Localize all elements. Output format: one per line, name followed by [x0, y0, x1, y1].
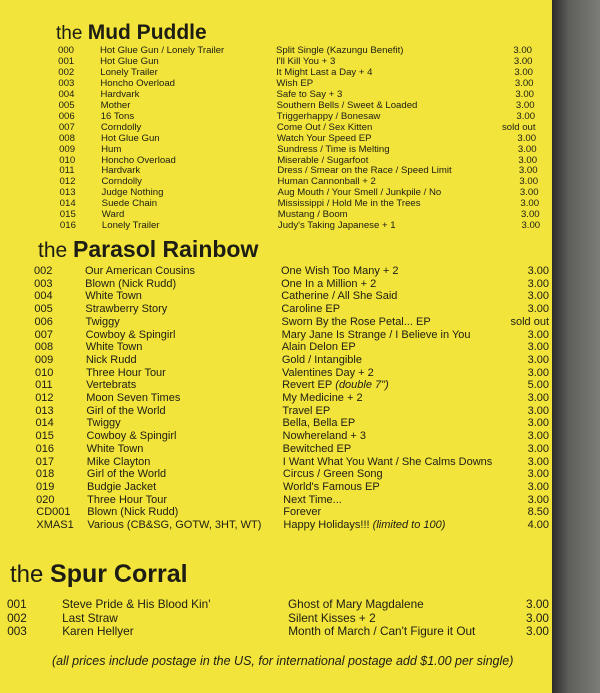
release-price: 3.00: [527, 353, 549, 366]
catalog-number: 020: [36, 493, 55, 506]
release-price: 3.00: [518, 165, 538, 177]
release-title: I Want What You Want / She Calms Downs: [282, 455, 493, 468]
release-price: 8.50: [527, 506, 549, 519]
catalog-number: 005: [34, 303, 53, 316]
release-title: Valentines Day + 2: [281, 366, 374, 379]
catalog-number: 013: [35, 404, 54, 417]
catalog-number: 000: [58, 45, 75, 56]
artist-name: Girl of the World: [86, 404, 166, 417]
artist-name: Karen Hellyer: [62, 624, 134, 638]
postage-note: (all prices include postage in the US, for international postage add $1.00 per single): [52, 654, 514, 668]
catalog-number: 013: [59, 187, 76, 199]
release-title: Mustang / Boom: [277, 209, 348, 221]
release-price: 3.00: [519, 187, 539, 199]
artist-name: Three Hour Tour: [87, 493, 168, 506]
release-title: Come Out / Sex Kitten: [276, 121, 373, 133]
catalog-number: 015: [59, 209, 76, 221]
release-price: 3.00: [527, 455, 549, 468]
catalog-number: 007: [58, 121, 75, 133]
release-title: My Medicine + 2: [282, 392, 363, 404]
release-title: I'll Kill You + 3: [276, 55, 336, 67]
release-price: 3.00: [527, 430, 549, 443]
artist-name: Blown (Nick Rudd): [85, 277, 177, 290]
release-price: sold out: [510, 315, 549, 328]
artist-name: Cowboy & Spingirl: [85, 328, 176, 341]
artist-name: Steve Pride & His Blood Kin': [62, 597, 211, 611]
artist-name: Last Straw: [62, 610, 118, 625]
release-title: Dress / Smear on the Race / Speed Limit: [277, 165, 452, 177]
release-price: 3.00: [514, 66, 534, 78]
artist-name: White Town: [85, 290, 142, 303]
catalog-number: 008: [58, 132, 75, 144]
label-name: Parasol Rainbow: [73, 236, 259, 262]
release-price: 3.00: [527, 392, 549, 404]
release-price: 3.00: [527, 366, 549, 379]
release-price: 3.00: [520, 198, 540, 210]
catalog-number: 002: [58, 66, 75, 78]
release-price: 3.00: [527, 290, 549, 303]
artist-name: Mother: [100, 99, 131, 111]
release-price: 3.00: [527, 493, 549, 506]
release-title: Southern Bells / Sweet & Loaded: [276, 99, 418, 111]
catalog-number: 010: [34, 366, 54, 379]
release-price: 3.00: [527, 404, 549, 417]
release-price: 3.00: [527, 468, 549, 481]
release-title: Catherine / All She Said: [281, 290, 398, 303]
catalog-number: 005: [58, 99, 75, 111]
background-surface: [552, 0, 600, 693]
release-price: 3.00: [515, 99, 535, 111]
artist-name: Honcho Overload: [100, 77, 176, 89]
release-price: 3.00: [527, 480, 549, 493]
section-prefix: the: [56, 23, 88, 44]
release-title: Bella, Bella EP: [282, 417, 356, 430]
release-price: 3.00: [515, 88, 535, 100]
release-title: Next Time...: [283, 493, 342, 506]
artist-name: White Town: [85, 341, 143, 354]
release-title: Human Cannonball + 2: [277, 176, 376, 188]
catalog-number: 003: [58, 77, 75, 89]
artist-name: Hot Glue Gun: [100, 55, 159, 67]
artist-name: Girl of the World: [86, 468, 167, 481]
artist-name: Lonely Trailer: [100, 66, 158, 78]
release-title: Circus / Green Song: [282, 468, 383, 481]
catalog-number: 011: [59, 165, 75, 177]
catalog-number: 019: [36, 480, 55, 493]
release-title: Gold / Intangible: [281, 353, 362, 366]
catalog-number: 012: [35, 392, 54, 404]
catalog-number: 003: [34, 277, 53, 290]
release-price: 3.00: [517, 143, 537, 155]
release-price: 3.00: [527, 277, 549, 290]
catalog-number: 009: [34, 353, 54, 366]
release-title: Revert EP (double 7"): [282, 379, 389, 392]
release-title: Ghost of Mary Magdalene: [288, 597, 424, 611]
release-price: 3.00: [527, 442, 549, 455]
release-price: 3.00: [513, 45, 532, 56]
section-title: [56, 22, 207, 43]
artist-name: Strawberry Story: [85, 303, 168, 316]
artist-name: Three Hour Tour: [85, 366, 166, 379]
artist-name: Twiggy: [86, 417, 121, 430]
release-title: Mississippi / Hold Me in the Trees: [277, 198, 421, 210]
release-price: 3.00: [527, 341, 549, 354]
release-title: One Wish Too Many + 2: [281, 265, 399, 277]
catalog-number: 003: [7, 624, 27, 638]
catalog-number: 007: [34, 328, 53, 341]
catalog-number: 014: [35, 417, 54, 430]
artist-name: White Town: [86, 442, 144, 455]
artist-name: Corndolly: [100, 121, 142, 133]
catalog-number: 017: [35, 455, 55, 468]
catalog-number: 004: [58, 88, 75, 100]
release-title: Sworn By the Rose Petal... EP: [281, 315, 431, 328]
release-title: Wish EP: [276, 77, 314, 89]
release-row: [0, 518, 552, 533]
release-price: 3.00: [517, 132, 537, 144]
release-title: Bewitched EP: [282, 442, 352, 455]
release-price: 3.00: [513, 55, 533, 67]
catalog-number: CD001: [36, 506, 71, 519]
release-price: 3.00: [520, 209, 540, 221]
release-title: Forever: [283, 506, 322, 519]
catalog-number: 014: [59, 198, 76, 210]
catalog-number: 018: [35, 468, 55, 481]
catalog-number: 001: [7, 597, 27, 611]
artist-name: Moon Seven Times: [86, 392, 181, 404]
artist-name: Twiggy: [85, 315, 120, 328]
artist-name: 16 Tons: [100, 110, 135, 122]
release-price: 3.00: [516, 110, 536, 122]
artist-name: Ward: [101, 209, 125, 221]
artist-name: Mike Clayton: [86, 455, 151, 468]
release-price: 3.00: [527, 417, 549, 430]
artist-name: Budgie Jacket: [87, 480, 157, 493]
catalog-number: 002: [7, 610, 27, 625]
catalog-number: 009: [59, 143, 76, 155]
release-price: sold out: [501, 121, 536, 133]
release-price: 3.00: [527, 265, 549, 277]
artist-name: Hardvark: [101, 165, 141, 177]
artist-name: Various (CB&SG, GOTW, 3HT, WT): [87, 519, 262, 531]
release-price: 3.00: [527, 303, 549, 316]
release-price: 3.00: [519, 176, 539, 188]
catalog-number: 006: [34, 315, 53, 328]
release-price: 4.00: [527, 519, 549, 531]
catalog-number: XMAS1: [36, 519, 74, 531]
release-price: 3.00: [518, 154, 538, 166]
artist-name: Corndolly: [101, 176, 142, 188]
catalog-number: 016: [35, 442, 55, 455]
release-title: Judy's Taking Japanese + 1: [277, 220, 396, 232]
label-name: Mud Puddle: [87, 21, 207, 44]
release-price: 3.00: [527, 328, 549, 341]
artist-name: Suede Chain: [101, 198, 158, 210]
artist-name: Blown (Nick Rudd): [87, 506, 179, 519]
catalog-number: 006: [58, 110, 75, 122]
catalog-number: 015: [35, 430, 54, 443]
release-title: Silent Kisses + 2: [288, 610, 376, 625]
artist-name: Nick Rudd: [85, 353, 137, 366]
catalog-number: 011: [35, 379, 53, 392]
artist-name: Hardvark: [100, 88, 140, 100]
artist-name: Hot Glue Gun / Lonely Trailer: [100, 45, 225, 56]
release-title: Aug Mouth / Your Smell / Junkpile / No: [277, 187, 442, 199]
release-row: [0, 624, 552, 640]
release-title: Sundress / Time is Melting: [277, 143, 390, 155]
section-prefix: the: [38, 239, 74, 262]
artist-name: Judge Nothing: [101, 187, 164, 199]
section-title: [10, 562, 188, 587]
release-title: Alain Delon EP: [281, 341, 356, 354]
release-title: Watch Your Speed EP: [276, 132, 372, 144]
catalog-number: 008: [34, 341, 54, 354]
release-price: 5.00: [527, 379, 549, 392]
artist-name: Hot Glue Gun: [100, 132, 160, 144]
release-price: 3.00: [526, 597, 549, 611]
catalog-number: 001: [58, 55, 75, 67]
section-title: [38, 238, 258, 261]
release-note: (double 7"): [332, 379, 389, 392]
catalog-number: 002: [34, 265, 53, 277]
section-prefix: the: [10, 561, 51, 588]
release-price: 3.00: [521, 220, 541, 232]
artist-name: Cowboy & Spingirl: [86, 430, 177, 443]
release-title: Triggerhappy / Bonesaw: [276, 110, 381, 122]
catalog-number: 016: [59, 220, 76, 232]
catalog-number: 012: [59, 176, 76, 188]
release-title: Travel EP: [282, 404, 331, 417]
artist-name: Our American Cousins: [85, 265, 196, 277]
release-title: Mary Jane Is Strange / I Believe in You: [281, 328, 471, 341]
catalog-number: 004: [34, 290, 53, 303]
release-title: World's Famous EP: [283, 480, 380, 493]
artist-name: Hum: [101, 143, 122, 155]
release-title: It Might Last a Day + 4: [276, 66, 373, 78]
release-title: Split Single (Kazungu Benefit): [276, 45, 404, 56]
release-price: 3.00: [526, 610, 549, 625]
release-title: Nowhereland + 3: [282, 430, 367, 443]
release-title: One In a Million + 2: [281, 277, 377, 290]
release-title: Miserable / Sugarfoot: [277, 154, 369, 166]
artist-name: Vertebrats: [86, 379, 137, 392]
release-title: Safe to Say + 3: [276, 88, 343, 100]
release-note: (limited to 100): [369, 519, 446, 531]
release-title: Month of March / Can't Figure it Out: [288, 624, 476, 638]
release-title: Caroline EP: [281, 303, 341, 316]
artist-name: Honcho Overload: [101, 154, 176, 166]
release-row: [0, 220, 552, 233]
artist-name: Lonely Trailer: [101, 220, 160, 232]
label-name: Spur Corral: [50, 560, 188, 588]
release-title: Happy Holidays!!! (limited to 100): [283, 519, 446, 531]
release-price: 3.00: [526, 624, 549, 638]
release-price: 3.00: [514, 77, 534, 89]
catalog-number: 010: [59, 154, 76, 166]
